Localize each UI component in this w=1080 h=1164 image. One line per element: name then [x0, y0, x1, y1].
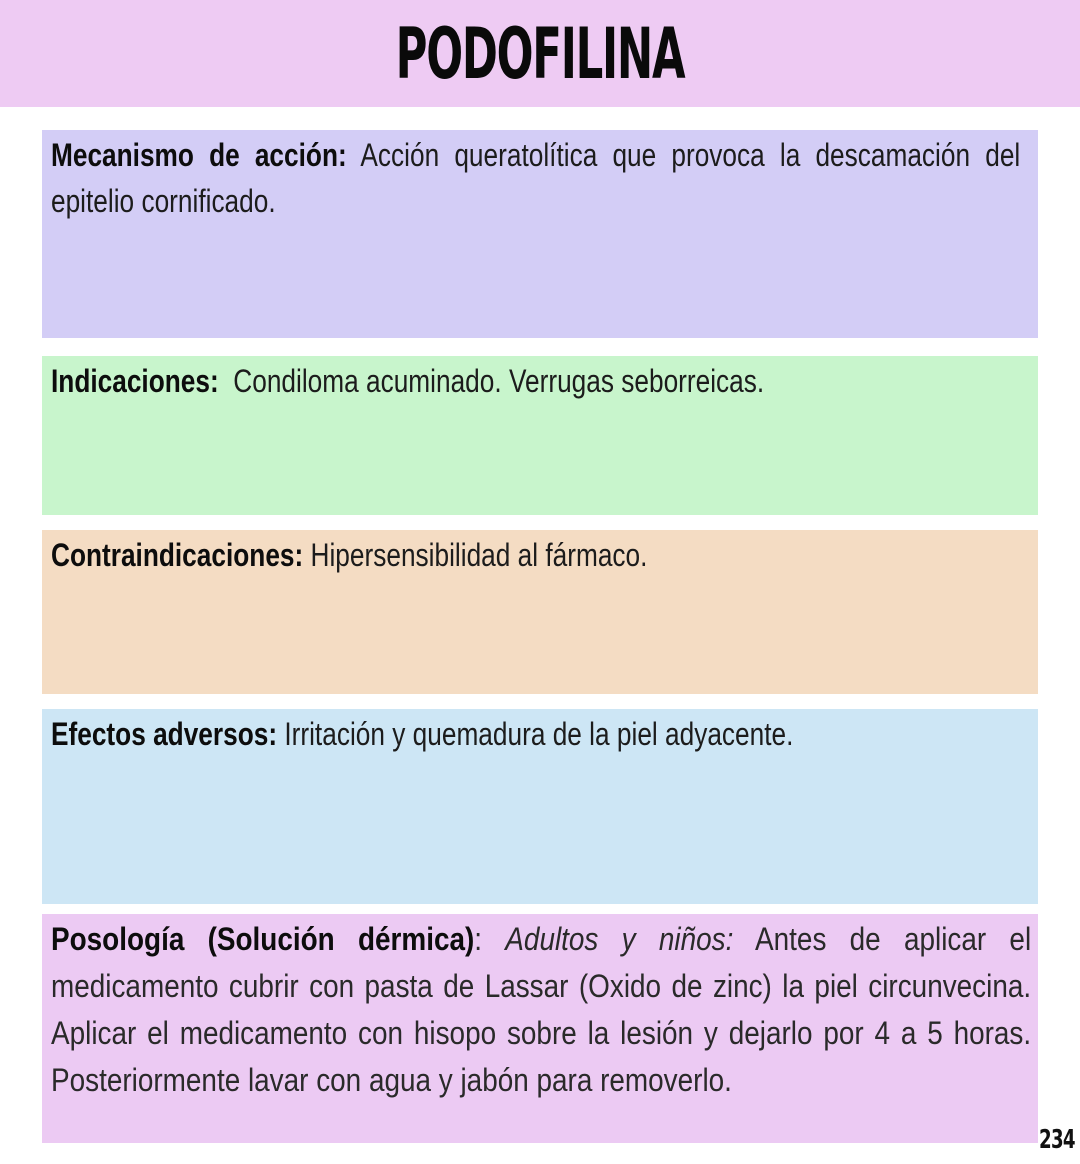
contraindications-section: [42, 530, 1038, 694]
adverse-effects-paragraph: [51, 711, 1020, 757]
mechanism-text: Acción queratolítica que provoca la descamación del epitelio cornificado.: [51, 137, 1021, 219]
adverse-effects-text: Irritación y quemadura de la piel adyacente.: [277, 716, 794, 752]
dosage-separator: :: [474, 921, 506, 957]
mechanism-paragraph: [51, 132, 1020, 224]
title-banner: [0, 0, 1080, 107]
indications-text: Condiloma acuminado. Verrugas seborreicas.: [218, 363, 765, 399]
dosage-text: Antes de aplicar el medicamento cubrir con pasta de Lassar (Oxido de zinc) la piel circunvecina. Aplicar el medicamento con hisopo sobre la lesión y dejarlo por 4 a 5 horas. Posteriormente lavar con agua y jabón para removerlo.: [51, 921, 1032, 1098]
dosage-section: [42, 914, 1038, 1143]
adverse-effects-section: [42, 709, 1038, 904]
dosage-label: Posología (Solución dérmica): [51, 921, 475, 957]
contraindications-paragraph: [51, 532, 1020, 578]
page-title: PODOFILINA: [395, 13, 685, 95]
indications-label: Indicaciones:: [51, 363, 219, 399]
adverse-effects-label: Efectos adversos:: [51, 716, 278, 752]
indications-paragraph: [51, 358, 1020, 404]
mechanism-section: [42, 130, 1038, 338]
dosage-audience: Adultos y niños:: [505, 921, 734, 957]
mechanism-label: Mecanismo de acción:: [51, 137, 347, 173]
dosage-paragraph: [51, 916, 1031, 1104]
contraindications-label: Contraindicaciones:: [51, 537, 304, 573]
contraindications-text: Hipersensibilidad al fármaco.: [303, 537, 648, 573]
page-number: 234: [1039, 1125, 1075, 1155]
indications-section: [42, 356, 1038, 515]
